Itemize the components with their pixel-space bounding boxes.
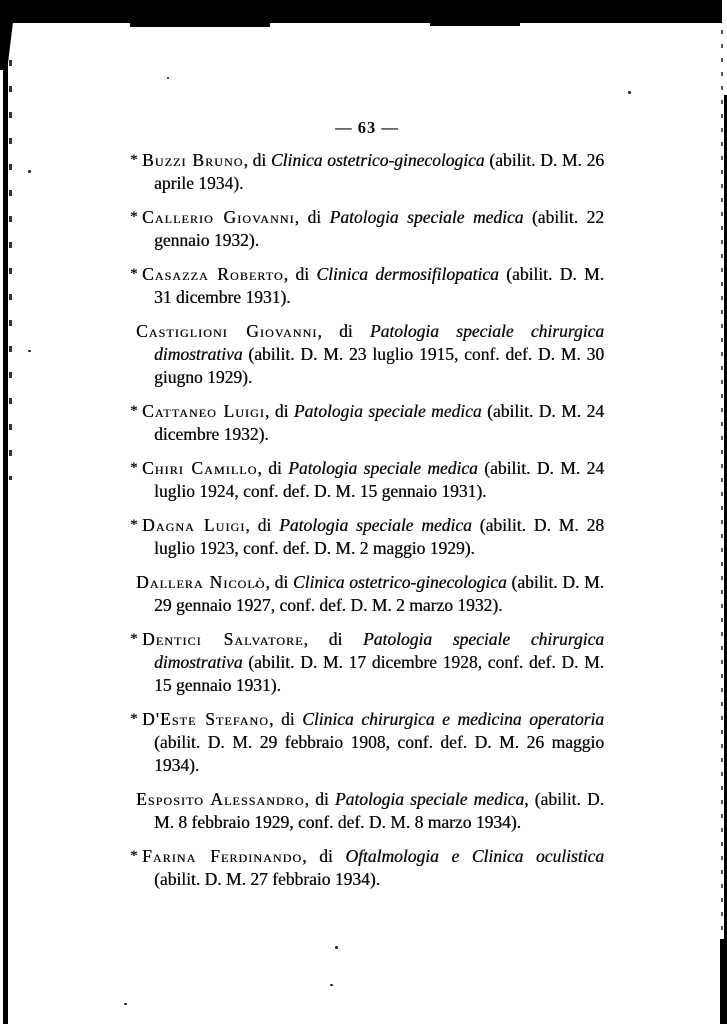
entry-connector-text: , di [304,789,335,809]
discipline-name: Patologia speciale medica [279,515,472,535]
scan-speck [628,91,631,94]
entry-connector-text: , di [264,401,294,421]
discipline-name: Patologia speciale medica [293,401,482,421]
entry-connector-text: , di [257,458,289,478]
decree-details-text: (abilit. D. M. 26 aprile 1934). [154,150,604,193]
lecturer-name: Callerio Giovanni [142,207,295,227]
discipline-name: Patologia speciale medica [334,789,525,809]
discipline-name: Clinica dermosifilopatica [316,264,499,284]
discipline-name: Patologia speciale medica [329,207,524,227]
discipline-name: Patologia speciale medica [288,458,478,478]
lecturer-entry [130,845,604,891]
decree-details-text: (abilit. 22 gennaio 1932). [154,207,604,250]
decree-details-text: (abilit. D. M. 29 gennaio 1927, conf. def. D. M. 2 marzo 1932). [154,572,604,615]
decree-details-text: (abilit. D. M. 28 luglio 1923, conf. def. D. M. 2 maggio 1929). [154,515,604,558]
scan-artifact-left-bar [3,22,8,1024]
asterisk-marker: * [130,403,138,419]
lecturer-entry [130,457,604,503]
entry-connector-text: , di [283,264,317,284]
entry-connector-text: , di [317,321,370,341]
decree-details-text: (abilit. D. M. 24 luglio 1924, conf. def. D. M. 15 gennaio 1931). [154,458,604,501]
lecturer-name: Casazza Roberto [142,264,284,284]
discipline-name: Patologia speciale chirurgica dimostrativa [154,629,604,672]
discipline-name: Clinica chirurgica e medicina operatoria [302,709,604,729]
discipline-name: Clinica ostetrico-ginecologica [270,150,485,170]
decree-details-text: (abilit. D. M. 17 dicembre 1928, conf. def. D. M. 15 gennaio 1931). [154,652,604,695]
lecturer-name: Esposito Alessandro [136,789,305,809]
lecturer-entry [130,320,604,389]
asterisk-marker: * [130,460,138,476]
lecturer-entry [130,628,604,697]
decree-details-text: (abilit. D. M. 29 febbraio 1908, conf. def. D. M. 26 maggio 1934). [154,732,604,775]
asterisk-marker: * [130,631,138,647]
entry-connector-text: , di [268,709,303,729]
lecturer-entry [130,708,604,777]
scan-artifact-left-dashes [9,60,12,480]
discipline-name: Clinica ostetrico-ginecologica [292,572,507,592]
scan-speck [167,77,169,79]
lecturer-name: Buzzi Bruno [142,150,244,170]
entry-connector-text: , di [245,515,280,535]
decree-details-text: (abilit. D. M. 31 dicembre 1931). [154,264,604,307]
scan-speck [28,350,31,352]
scan-speck [124,1003,127,1005]
lecturer-name: Cattaneo Luigi [142,401,265,421]
page-number: — 63 — [335,118,399,137]
entry-connector-text: , di [294,207,330,227]
lecturer-entry [130,149,604,195]
scan-artifact-top-rag [130,23,270,27]
scan-artifact-top-rag [430,23,520,26]
lecturer-entry [130,788,604,834]
entry-connector-text: , di [265,572,293,592]
scan-speck [28,170,31,173]
decree-details-text: (abilit. D. M. 23 luglio 1915, conf. def. D. M. 30 giugno 1929). [154,344,604,387]
asterisk-marker: * [130,711,138,727]
asterisk-marker: * [130,152,138,168]
scan-artifact-right-dashes [721,30,723,1020]
lecturer-name: Dentici Salvatore [142,629,304,649]
lecturer-entry [130,206,604,252]
lecturer-entry [130,571,604,617]
decree-details-text: (abilit. D. M. 27 febbraio 1934). [154,869,380,889]
discipline-name: Oftalmologia e Clinica oculistica [345,846,604,866]
lecturer-name: Castiglioni Giovanni [136,321,318,341]
asterisk-marker: * [130,209,138,225]
lecturer-name: Dallera Nicolò [136,572,266,592]
scan-speck [335,946,338,949]
lecturer-entry [130,514,604,560]
entry-connector-text: , di [302,846,346,866]
lecturer-entry [130,400,604,446]
lecturer-name: D'Este Stefano [142,709,269,729]
entry-connector-text: , di [243,150,271,170]
scan-speck [330,984,333,986]
lecturer-list [130,149,604,902]
lecturer-entry [130,263,604,309]
scan-artifact-right-corner [720,939,727,1024]
asterisk-marker: * [130,848,138,864]
lecturer-name: Dagna Luigi [142,515,246,535]
discipline-name: Patologia speciale chirurgica dimostrativa [154,321,604,364]
decree-details-text: (abilit. D. M. 24 dicembre 1932). [154,401,604,444]
lecturer-name: Chiri Camillo [142,458,258,478]
scan-artifact-top-band [0,0,722,23]
asterisk-marker: * [130,266,138,282]
decree-details-text: , (abilit. D. M. 8 febbraio 1929, conf. def. D. M. 8 marzo 1934). [154,789,604,832]
lecturer-name: Farina Ferdinando [142,846,303,866]
asterisk-marker: * [130,517,138,533]
entry-connector-text: , di [303,629,363,649]
